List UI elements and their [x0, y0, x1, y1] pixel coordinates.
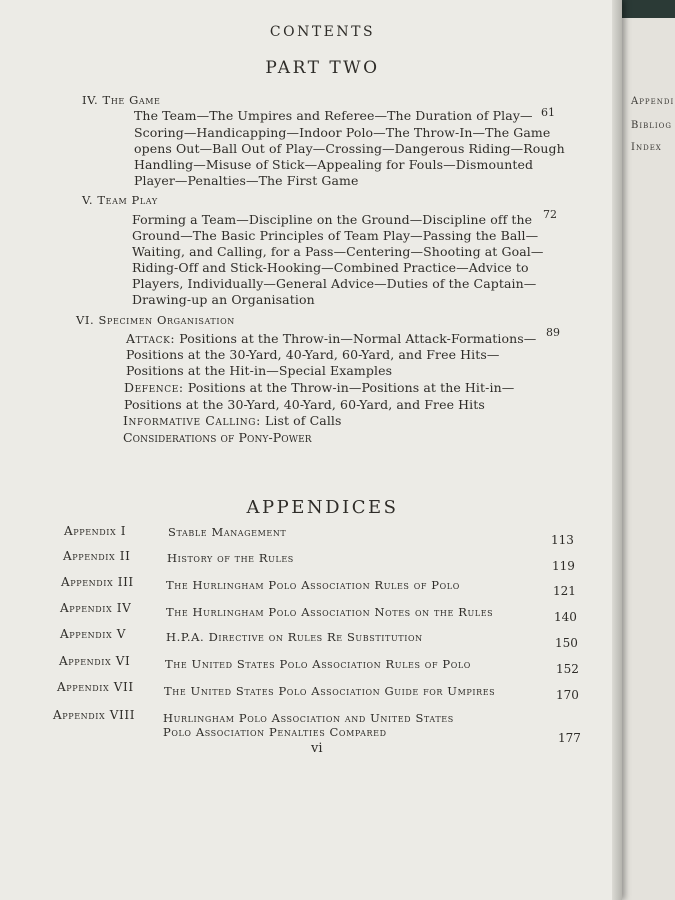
part-title: PART TWO: [265, 58, 380, 78]
chapter-title: V. Team Play: [82, 193, 158, 207]
appendix-title: The Hurlingham Polo Association Notes on the Rules: [166, 605, 494, 619]
appendix-title: The Hurlingham Polo Association Rules of Polo: [166, 578, 460, 592]
appendix-title: The United States Polo Association Guide for Umpires: [164, 684, 496, 698]
chapter-summary-line: The Team—The Umpires and Referee—The Duration of Play—: [134, 108, 533, 123]
section-lead: Informative Calling:: [123, 413, 261, 428]
chapter-summary-line: Scoring—Handicapping—Indoor Polo—The Throw-In—The Game: [134, 125, 551, 140]
chapter-page-number: 72: [543, 208, 557, 221]
section-line: Considerations of Pony-Power: [123, 430, 312, 445]
appendix-label: Appendix IV: [60, 601, 132, 615]
appendix-label: Appendix VIII: [53, 708, 136, 722]
chapter-summary-line: Player—Penalties—The First Game: [134, 173, 359, 188]
chapter-summary-line: Waiting, and Calling, for a Pass—Centering—Shooting at Goal—: [132, 244, 544, 259]
appendix-page: 150: [555, 636, 578, 650]
section-line: Positions at the 30-Yard, 40-Yard, 60-Yard, and Free Hits—: [126, 347, 500, 362]
section-text: List of Calls: [260, 413, 342, 428]
section-line: Positions at the 30-Yard, 40-Yard, 60-Yard, and Free Hits: [124, 397, 485, 412]
appendix-label: Appendix V: [60, 627, 127, 641]
section-line: [124, 380, 514, 395]
chapter-page-number: 89: [546, 326, 560, 339]
section-text: Positions at the Throw-in—Normal Attack-Formations—: [175, 331, 537, 346]
facing-page-item: Index: [631, 142, 662, 153]
facing-page-item: Bibliog: [631, 120, 673, 131]
contents-heading: CONTENTS: [269, 24, 376, 40]
appendix-label: Appendix VI: [59, 654, 131, 668]
chapter-summary-line: Forming a Team—Discipline on the Ground—Discipline off the: [132, 212, 533, 227]
appendix-label: Appendix VII: [57, 680, 134, 694]
section-text: Positions at the Throw-in—Positions at the Hit-in—: [183, 380, 515, 395]
appendix-title: The United States Polo Association Rules of Polo: [165, 657, 471, 671]
appendix-page: 119: [552, 559, 575, 573]
appendices-heading: APPENDICES: [246, 497, 399, 518]
appendix-page: 152: [556, 662, 579, 676]
appendix-page: 113: [551, 533, 574, 547]
appendix-page: 170: [556, 688, 579, 702]
chapter-summary-line: Players, Individually—General Advice—Duties of the Captain—: [132, 276, 537, 291]
section-line: [123, 413, 342, 428]
page-gutter-shadow: [612, 0, 622, 900]
section-line: Positions at the Hit-in—Special Examples: [126, 363, 393, 378]
appendix-title: H.P.A. Directive on Rules Re Substitution: [166, 630, 423, 644]
chapter-summary-line: opens Out—Ball Out of Play—Crossing—Dangerous Riding—Rough: [134, 141, 565, 156]
appendix-title-continued: Polo Association Penalties Compared: [163, 725, 387, 739]
chapter-summary-line: Riding-Off and Stick-Hooking—Combined Practice—Advice to: [132, 260, 529, 275]
chapter-title: VI. Specimen Organisation: [76, 313, 235, 327]
appendix-page: 177: [558, 731, 581, 745]
appendix-page: 140: [554, 610, 577, 624]
appendix-label: Appendix I: [64, 524, 127, 538]
chapter-summary-line: Drawing-up an Organisation: [132, 292, 315, 307]
appendix-title: History of the Rules: [167, 551, 294, 565]
chapter-title: IV. The Game: [82, 93, 161, 107]
chapter-page-number: 61: [541, 106, 555, 119]
appendix-page: 121: [553, 584, 576, 598]
chapter-summary-line: Handling—Misuse of Stick—Appealing for Fouls—Dismounted: [134, 157, 534, 172]
facing-page-item: Appendi: [631, 96, 675, 107]
section-lead: Defence:: [124, 380, 184, 395]
section-lead: Attack:: [126, 331, 176, 346]
appendix-title: Hurlingham Polo Association and United States: [163, 711, 454, 725]
appendix-label: Appendix II: [63, 549, 131, 563]
chapter-summary-line: Ground—The Basic Principles of Team Play—Passing the Ball—: [132, 228, 539, 243]
page-folio: vi: [311, 741, 323, 756]
appendix-label: Appendix III: [61, 575, 134, 589]
section-line: [126, 331, 536, 346]
appendix-title: Stable Management: [168, 525, 287, 539]
